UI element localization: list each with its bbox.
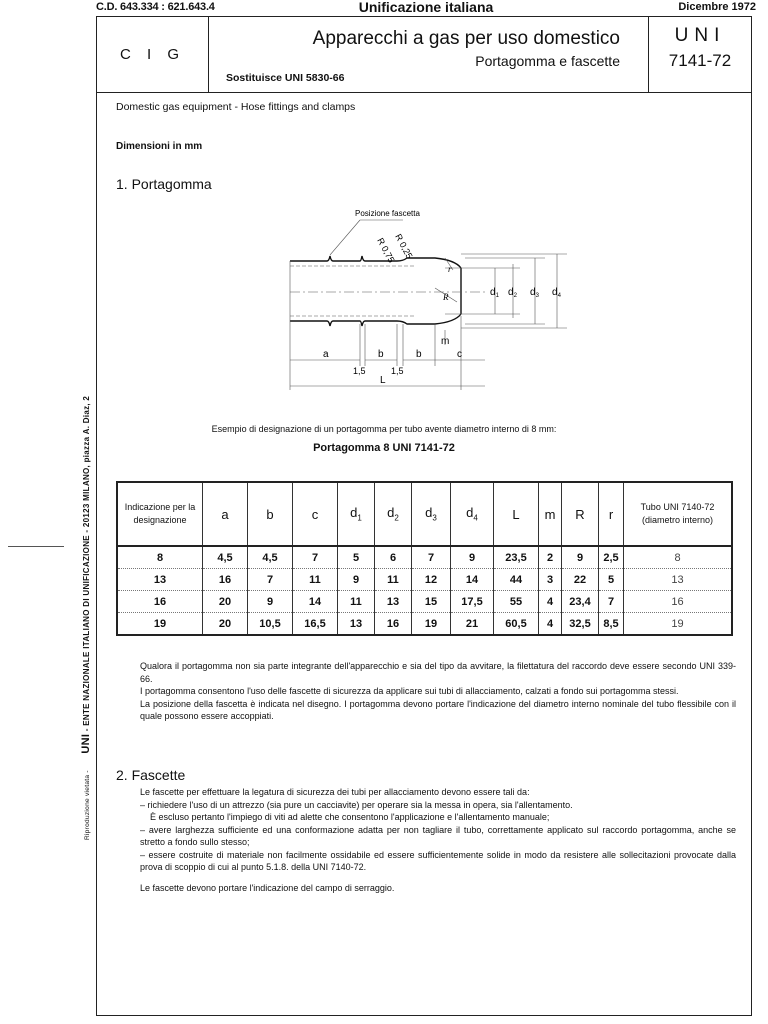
cell-r: 7 (599, 591, 624, 613)
standard-prefix: UNI (674, 25, 726, 46)
d2-label: $d_2$ (508, 287, 517, 299)
dimensions-note: Dimensioni in mm (116, 141, 203, 152)
table-row (117, 613, 732, 636)
cell-a: 20 (203, 591, 248, 613)
cell-a: 16 (203, 569, 248, 591)
large-radius-label: R (443, 292, 449, 302)
cell-c: 16,5 (293, 613, 338, 636)
cell-b: 9 (248, 591, 293, 613)
notes-section-1 (140, 660, 736, 723)
top-line (96, 0, 756, 16)
cell-tube: 16 (624, 591, 733, 613)
cell-c: 14 (293, 591, 338, 613)
sidebar-org: - ENTE NAZIONALE ITALIANO DI UNIFICAZIONE - 20123 MILANO, piazza A. Diaz, 2 (82, 395, 91, 732)
cell-des: 19 (117, 613, 203, 636)
cell-d3: 7 (412, 546, 451, 569)
note-3: La posizione della fascetta è indicata nel disegno. I portagomma devono portare l'indicazione del diametro interno nominale del tubo flessibile con il quale possono essere accoppiati. (140, 698, 736, 721)
header-tube: Tubo UNI 7140-72 (diametro interno) (624, 482, 733, 546)
cell-tube: 13 (624, 569, 733, 591)
small-radius-label: r (448, 264, 452, 274)
d4-label: $d_4$ (552, 287, 561, 299)
cell-d2: 16 (375, 613, 412, 636)
table-row (117, 546, 732, 569)
header-m: m (539, 482, 562, 546)
table-header-row (117, 482, 732, 546)
cell-m: 4 (539, 613, 562, 636)
hose-fitting-diagram (285, 200, 575, 410)
dim-15b-label: 1,5 (391, 366, 404, 376)
notes-section-2 (140, 786, 736, 894)
page-title: Apparecchi a gas per uso domestico (312, 28, 620, 49)
cell-d2: 11 (375, 569, 412, 591)
clamp-position-label: Posizione fascetta (355, 209, 420, 218)
cell-d1: 9 (338, 569, 375, 591)
example-text: Esempio di designazione di un portagomma per tubo avente diametro interno di 8 mm: (211, 424, 557, 434)
classification-code: C.D. 643.334 : 621.643.4 (96, 1, 215, 13)
margin-rule (8, 546, 64, 547)
example-designation: Portagomma 8 UNI 7141-72 (313, 442, 455, 454)
a-label: a (323, 349, 329, 360)
header-d1: $d_1$ (338, 482, 375, 546)
cell-a: 20 (203, 613, 248, 636)
cell-c: 7 (293, 546, 338, 569)
cell-m: 2 (539, 546, 562, 569)
L-label: L (380, 375, 386, 386)
header-d2: $d_2$ (375, 482, 412, 546)
cell-d3: 15 (412, 591, 451, 613)
cell-R: 22 (562, 569, 599, 591)
cell-a: 4,5 (203, 546, 248, 569)
cell-d1: 11 (338, 591, 375, 613)
cell-d2: 13 (375, 591, 412, 613)
cell-m: 3 (539, 569, 562, 591)
b2-label: b (416, 349, 422, 360)
clamps-item-1: – richiedere l'uso di un attrezzo (sia pure un cacciavite) per operare sia la messa in opera, sia l'allentamento. (140, 799, 573, 810)
clamps-intro: Le fascette per effettuare la legatura di sicurezza dei tubi per allacciamento devono essere tali da: (140, 787, 530, 797)
cell-c: 11 (293, 569, 338, 591)
cell-R: 9 (562, 546, 599, 569)
cell-d3: 19 (412, 613, 451, 636)
header-b: b (248, 482, 293, 546)
cell-b: 7 (248, 569, 293, 591)
dimensions-table (116, 481, 733, 636)
header-R: R (562, 482, 599, 546)
m-label: m (441, 336, 450, 347)
cell-d1: 5 (338, 546, 375, 569)
table-row (117, 591, 732, 613)
cell-tube: 19 (624, 613, 733, 636)
header-designation: Indicazione per la designazione (117, 482, 203, 546)
cell-r: 5 (599, 569, 624, 591)
cell-R: 32,5 (562, 613, 599, 636)
clamps-item-2: – avere larghezza sufficiente ed una conformazione adatta per non tagliare il tubo, correttamente applicato sul raccordo portagomma, anche se stretto a fondo sullo stesso; (140, 824, 736, 847)
replaces-note: Sostituisce UNI 5830-66 (226, 72, 345, 84)
table-row (117, 569, 732, 591)
cell-L: 44 (494, 569, 539, 591)
cell-d4: 9 (451, 546, 494, 569)
header-d3: $d_3$ (412, 482, 451, 546)
cell-L: 55 (494, 591, 539, 613)
cell-d4: 21 (451, 613, 494, 636)
c-label: c (457, 349, 462, 360)
header-title-block (208, 17, 638, 92)
cell-des: 16 (117, 591, 203, 613)
sidebar-repro: Riproduzione vietata - (84, 770, 91, 840)
cell-r: 2,5 (599, 546, 624, 569)
header-r: r (599, 482, 624, 546)
cell-L: 60,5 (494, 613, 539, 636)
header-d4: $d_4$ (451, 482, 494, 546)
cell-r: 8,5 (599, 613, 624, 636)
note-2: I portagomma consentono l'uso delle fascette di sicurezza da applicare sui tubi di allacciamento, calzati a fondo sui portagomma stessi. (140, 686, 679, 696)
header-cig: C I G (97, 17, 209, 92)
header-L: L (494, 482, 539, 546)
standard-number-box (648, 17, 751, 92)
d3-label: $d_3$ (530, 287, 539, 299)
clamps-closing: Le fascette devono portare l'indicazione del campo di serraggio. (140, 882, 395, 893)
cell-L: 23,5 (494, 546, 539, 569)
sidebar-text (80, 396, 92, 840)
d1-label: $d_1$ (490, 287, 499, 299)
cell-b: 10,5 (248, 613, 293, 636)
header-a: a (203, 482, 248, 546)
cell-des: 8 (117, 546, 203, 569)
clamps-item-3: – essere costruite di materiale non facilmente ossidabile ed essere sufficientemente solide in modo da resistere alle sollecitazioni provocate dalla prova di scoppio di cui al punto 5.1.8. della UNI 7140-72. (140, 849, 736, 872)
standard-number: 7141-72 (668, 51, 732, 70)
english-title: Domestic gas equipment - Hose fittings and clamps (116, 101, 356, 113)
page-subtitle: Portagomma e fascette (475, 53, 620, 69)
section-1-heading: 1. Portagomma (116, 176, 212, 192)
cell-R: 23,4 (562, 591, 599, 613)
cell-m: 4 (539, 591, 562, 613)
section-2-heading: 2. Fascette (116, 767, 186, 783)
cell-d4: 14 (451, 569, 494, 591)
b1-label: b (378, 349, 384, 360)
header-c: c (293, 482, 338, 546)
clamps-item-1-note: È escluso pertanto l'impiego di viti ad alette che consentono l'applicazione e l'allentamento manuale; (150, 812, 550, 822)
organization-name: Unificazione italiana (358, 0, 494, 15)
dim-15a-label: 1,5 (353, 366, 366, 376)
cell-b: 4,5 (248, 546, 293, 569)
cell-d4: 17,5 (451, 591, 494, 613)
radius-025-label: R 0,25 (393, 232, 415, 261)
sidebar-uni: UNI (80, 733, 92, 754)
header (97, 17, 751, 93)
publication-date: Dicembre 1972 (678, 1, 756, 13)
cell-d2: 6 (375, 546, 412, 569)
cell-tube: 8 (624, 546, 733, 569)
radius-075-label: R 0,75 (375, 236, 397, 265)
cell-des: 13 (117, 569, 203, 591)
cell-d1: 13 (338, 613, 375, 636)
note-1: Qualora il portagomma non sia parte integrante dell'apparecchio e sia del tipo da avvitare, la filettatura del raccordo deve essere secondo UNI 339-66. (140, 661, 736, 684)
cell-d3: 12 (412, 569, 451, 591)
